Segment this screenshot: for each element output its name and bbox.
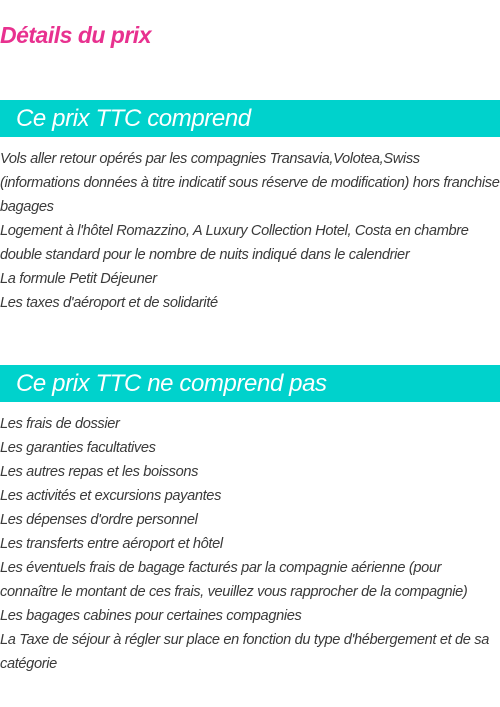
excludes-item: Les bagages cabines pour certaines compagnies bbox=[0, 608, 302, 624]
includes-list bbox=[0, 147, 500, 315]
excludes-section-header: Ce prix TTC ne comprend pas bbox=[0, 365, 500, 402]
page-title: Détails du prix bbox=[0, 22, 151, 48]
excludes-item: Les transferts entre aéroport et hôtel bbox=[0, 536, 223, 552]
excludes-item: Les frais de dossier bbox=[0, 416, 120, 432]
excludes-item: Les activités et excursions payantes bbox=[0, 488, 222, 504]
includes-section-header: Ce prix TTC comprend bbox=[0, 100, 500, 137]
includes-item: Vols aller retour opérés par les compagnies Transavia,Volotea,Swiss (informations données à titre indicatif sous réserve de modification) hors franchise bagages bbox=[0, 151, 500, 215]
excludes-item: La Taxe de séjour à régler sur place en fonction du type d'hébergement et de sa catégorie bbox=[0, 632, 489, 672]
excludes-item: Les dépenses d'ordre personnel bbox=[0, 512, 198, 528]
includes-item: Logement à l'hôtel Romazzino, A Luxury Collection Hotel, Costa en chambre double standard pour le nombre de nuits indiqué dans le calendrier bbox=[0, 223, 469, 263]
includes-item: Les taxes d'aéroport et de solidarité bbox=[0, 295, 218, 311]
includes-item: La formule Petit Déjeuner bbox=[0, 271, 157, 287]
excludes-item: Les autres repas et les boissons bbox=[0, 464, 199, 480]
excludes-item: Les éventuels frais de bagage facturés par la compagnie aérienne (pour connaître le montant de ces frais, veuillez vous rapprocher de la compagnie) bbox=[0, 560, 468, 600]
excludes-item: Les garanties facultatives bbox=[0, 440, 156, 456]
excludes-list bbox=[0, 412, 500, 676]
